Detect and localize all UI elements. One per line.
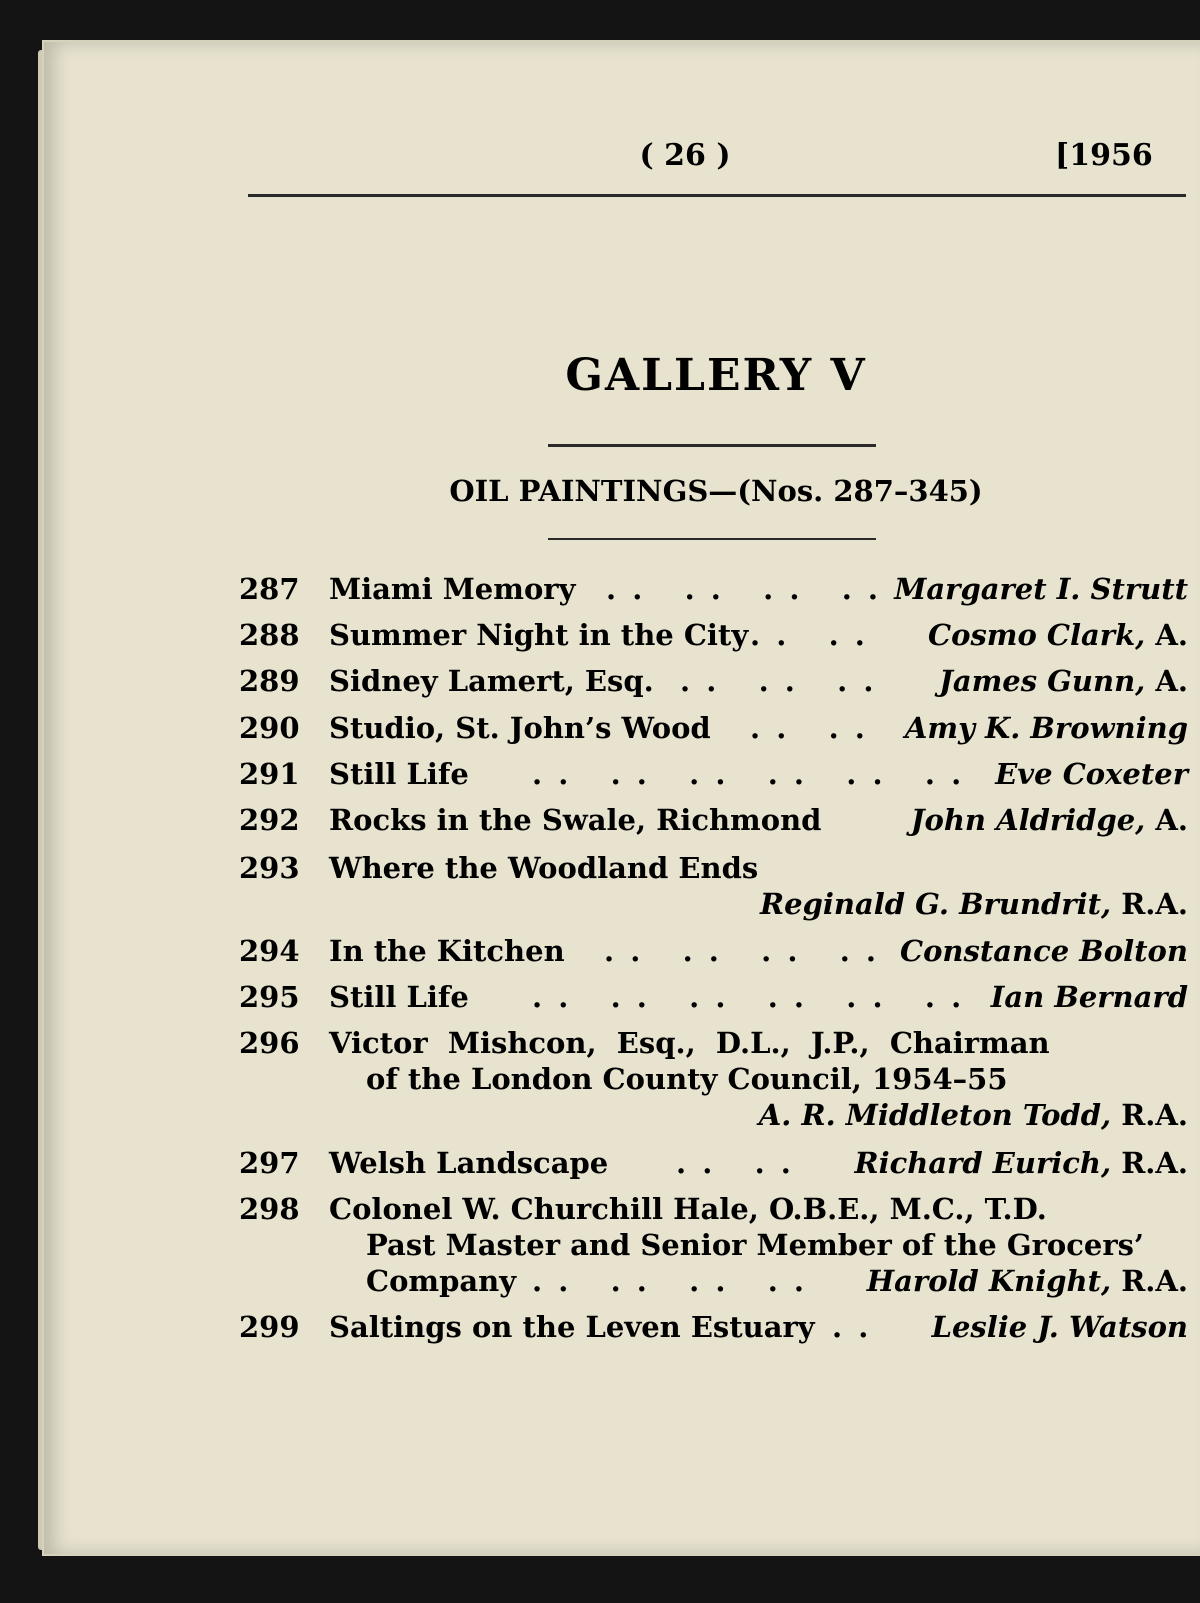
leader-dots: . . . .: [676, 1146, 794, 1180]
artist-honour: A.: [1155, 618, 1188, 652]
entry-title: Victor Mishcon, Esq., D.L., J.P., Chairman: [329, 1026, 1050, 1060]
artist-name: Ian Bernard: [990, 980, 1188, 1014]
entry-295: [0, 980, 1200, 1020]
artist-name: Margaret I. Strutt: [894, 572, 1188, 606]
entry-artist: [928, 618, 1188, 652]
leader-dots: . . . .: [750, 618, 868, 652]
entry-title: Saltings on the Leven Estuary: [329, 1310, 815, 1344]
leader-dots: . . . . . . . .: [604, 934, 880, 968]
leader-dots: . . . . . . . . . . . .: [532, 757, 965, 791]
entry-number: 297: [239, 1146, 300, 1180]
entry-number: 291: [239, 757, 300, 791]
entry-number: 288: [239, 618, 300, 652]
artist-honour: A.: [1155, 803, 1188, 837]
artist-honour: R.A.: [1121, 1264, 1188, 1298]
subtitle-rule: [548, 538, 876, 540]
page-number: ( 26 ): [639, 138, 731, 173]
entry-number: 298: [239, 1192, 300, 1226]
entry-title: In the Kitchen: [329, 934, 565, 968]
entry-artist: [905, 711, 1188, 745]
entry-title: Colonel W. Churchill Hale, O.B.E., M.C., T.D.: [329, 1192, 1047, 1226]
entry-number: 294: [239, 934, 300, 968]
artist-honour: R.A.: [1121, 1146, 1188, 1180]
artist-honour: A.: [1155, 664, 1188, 698]
entry-291: [0, 757, 1200, 797]
entry-293: [0, 851, 1200, 931]
entry-title-line-2: of the London County Council, 1954–55: [366, 1062, 1008, 1096]
artist-name: John Aldridge,: [910, 803, 1146, 837]
artist-name: A. R. Middleton Todd,: [758, 1098, 1112, 1132]
entry-title: Still Life: [329, 757, 469, 791]
leader-dots: . . . .: [750, 711, 868, 745]
artist-honour: R.A.: [1121, 1098, 1188, 1132]
artist-name: James Gunn,: [939, 664, 1146, 698]
entry-artist: [894, 572, 1188, 606]
artist-name: Harold Knight,: [866, 1264, 1112, 1298]
entry-artist: [932, 1310, 1188, 1344]
artist-name: Richard Eurich,: [854, 1146, 1112, 1180]
entry-artist: [911, 803, 1188, 837]
entry-number: 289: [239, 664, 300, 698]
entry-number: 296: [239, 1026, 300, 1060]
entry-title: Studio, St. John’s Wood: [329, 711, 711, 745]
leader-dots: . . . . . .: [680, 664, 877, 698]
entry-title-line-2: Past Master and Senior Member of the Grocers’: [366, 1228, 1145, 1262]
entry-artist: [759, 1098, 1188, 1132]
entry-title: Sidney Lamert, Esq.: [329, 664, 654, 698]
entry-288: [0, 618, 1200, 658]
entry-294: [0, 934, 1200, 974]
entry-title-line-3: Company: [366, 1264, 517, 1298]
entry-artist: [867, 1264, 1188, 1298]
entry-number: 292: [239, 803, 300, 837]
artist-honour: R.A.: [1121, 887, 1188, 921]
year-label: [1956: [1055, 138, 1153, 173]
leader-dots: . .: [832, 1310, 872, 1344]
section-subtitle: OIL PAINTINGS—(Nos. 287–345): [449, 474, 983, 508]
entry-298: [0, 1192, 1200, 1302]
entry-title: Still Life: [329, 980, 469, 1014]
gallery-title: GALLERY V: [565, 350, 867, 401]
entry-title: Rocks in the Swale, Richmond: [329, 803, 822, 837]
entry-number: 299: [239, 1310, 300, 1344]
entry-number: 293: [239, 851, 300, 885]
artist-name: Eve Coxeter: [995, 757, 1188, 791]
entry-artist: [991, 980, 1188, 1014]
leader-dots: . . . . . . . .: [606, 572, 882, 606]
entry-title: Welsh Landscape: [329, 1146, 609, 1180]
entry-287: [0, 572, 1200, 612]
entry-number: 287: [239, 572, 300, 606]
artist-name: Cosmo Clark,: [928, 618, 1146, 652]
title-rule: [548, 444, 876, 447]
entry-number: 295: [239, 980, 300, 1014]
artist-name: Leslie J. Watson: [931, 1310, 1188, 1344]
entry-296: [0, 1026, 1200, 1136]
entry-290: [0, 711, 1200, 751]
entry-title: Where the Woodland Ends: [329, 851, 759, 885]
entry-title: Summer Night in the City: [329, 618, 749, 652]
entry-artist: [939, 664, 1188, 698]
artist-name: Reginald G. Brundrit,: [760, 887, 1112, 921]
entry-title: Miami Memory: [329, 572, 576, 606]
leader-dots: . . . . . . . .: [532, 1264, 808, 1298]
entry-number: 290: [239, 711, 300, 745]
artist-name: Amy K. Browning: [904, 711, 1188, 745]
entry-artist: [760, 887, 1188, 921]
entry-289: [0, 664, 1200, 704]
entry-299: [0, 1310, 1200, 1350]
entry-292: [0, 803, 1200, 843]
artist-name: Constance Bolton: [899, 934, 1188, 968]
entry-artist: [900, 934, 1188, 968]
entry-297: [0, 1146, 1200, 1186]
entry-artist: [995, 757, 1188, 791]
header-rule: [248, 194, 1186, 197]
leader-dots: . . . . . . . . . . . .: [532, 980, 965, 1014]
entry-artist: [854, 1146, 1188, 1180]
